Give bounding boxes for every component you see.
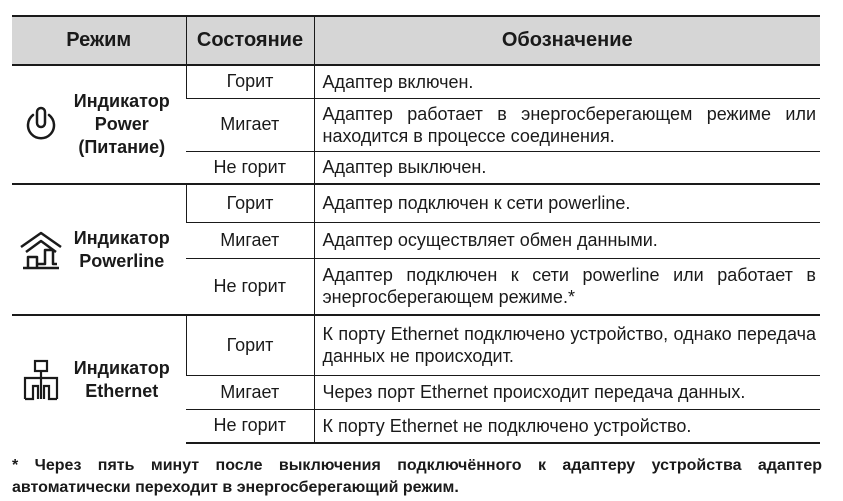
meaning-cell: К порту Ethernet подключено устройство, однако передача данных не происходит. (314, 315, 820, 375)
state-cell: Горит (186, 65, 314, 98)
table-row (12, 65, 820, 98)
mode-cell-ethernet (12, 315, 186, 443)
mode-label-line: Индикатор (73, 91, 170, 111)
state-cell: Не горит (186, 151, 314, 184)
mode-label-line: Индикатор (73, 357, 170, 378)
mode-cell-powerline (12, 184, 186, 315)
header-mode: Режим (12, 16, 186, 65)
power-icon (24, 106, 58, 144)
powerline-house-icon (19, 230, 63, 270)
table-row (12, 315, 820, 375)
footnote: * Через пять минут после выключения подключённого к адаптеру устройства адаптер автоматически переходит в энергосберегающий режим. (12, 457, 822, 496)
table-row (12, 184, 820, 222)
meaning-cell: Адаптер осуществляет обмен данными. (314, 222, 820, 258)
ethernet-icon (21, 359, 61, 401)
mode-label-line: Индикатор (73, 227, 170, 248)
meaning-cell: Через порт Ethernet происходит передача данных. (314, 375, 820, 409)
header-meaning: Обозначение (314, 16, 820, 65)
meaning-cell: К порту Ethernet не подключено устройство. (314, 409, 820, 443)
state-cell: Мигает (186, 222, 314, 258)
led-indicator-table (12, 15, 820, 444)
state-cell: Мигает (186, 98, 314, 151)
mode-label-line: (Питание) (78, 137, 166, 157)
mode-label-line: Ethernet (85, 380, 159, 401)
state-cell: Не горит (186, 258, 314, 315)
mode-cell-power (12, 65, 186, 184)
header-state: Состояние (186, 16, 314, 65)
meaning-cell: Адаптер выключен. (314, 151, 820, 184)
state-cell: Мигает (186, 375, 314, 409)
meaning-cell: Адаптер подключен к сети powerline. (314, 184, 820, 222)
meaning-cell: Адаптер включен. (314, 65, 820, 98)
mode-label-line: Powerline (79, 250, 165, 271)
meaning-cell: Адаптер работает в энергосберегающем режиме или находится в процессе соединения. (314, 98, 820, 151)
state-cell: Не горит (186, 409, 314, 443)
mode-label-line: Power (94, 114, 149, 134)
state-cell: Горит (186, 315, 314, 375)
state-cell: Горит (186, 184, 314, 222)
meaning-cell: Адаптер подключен к сети powerline или работает в энергосберегающем режиме.* (314, 258, 820, 315)
header-row (12, 16, 820, 65)
